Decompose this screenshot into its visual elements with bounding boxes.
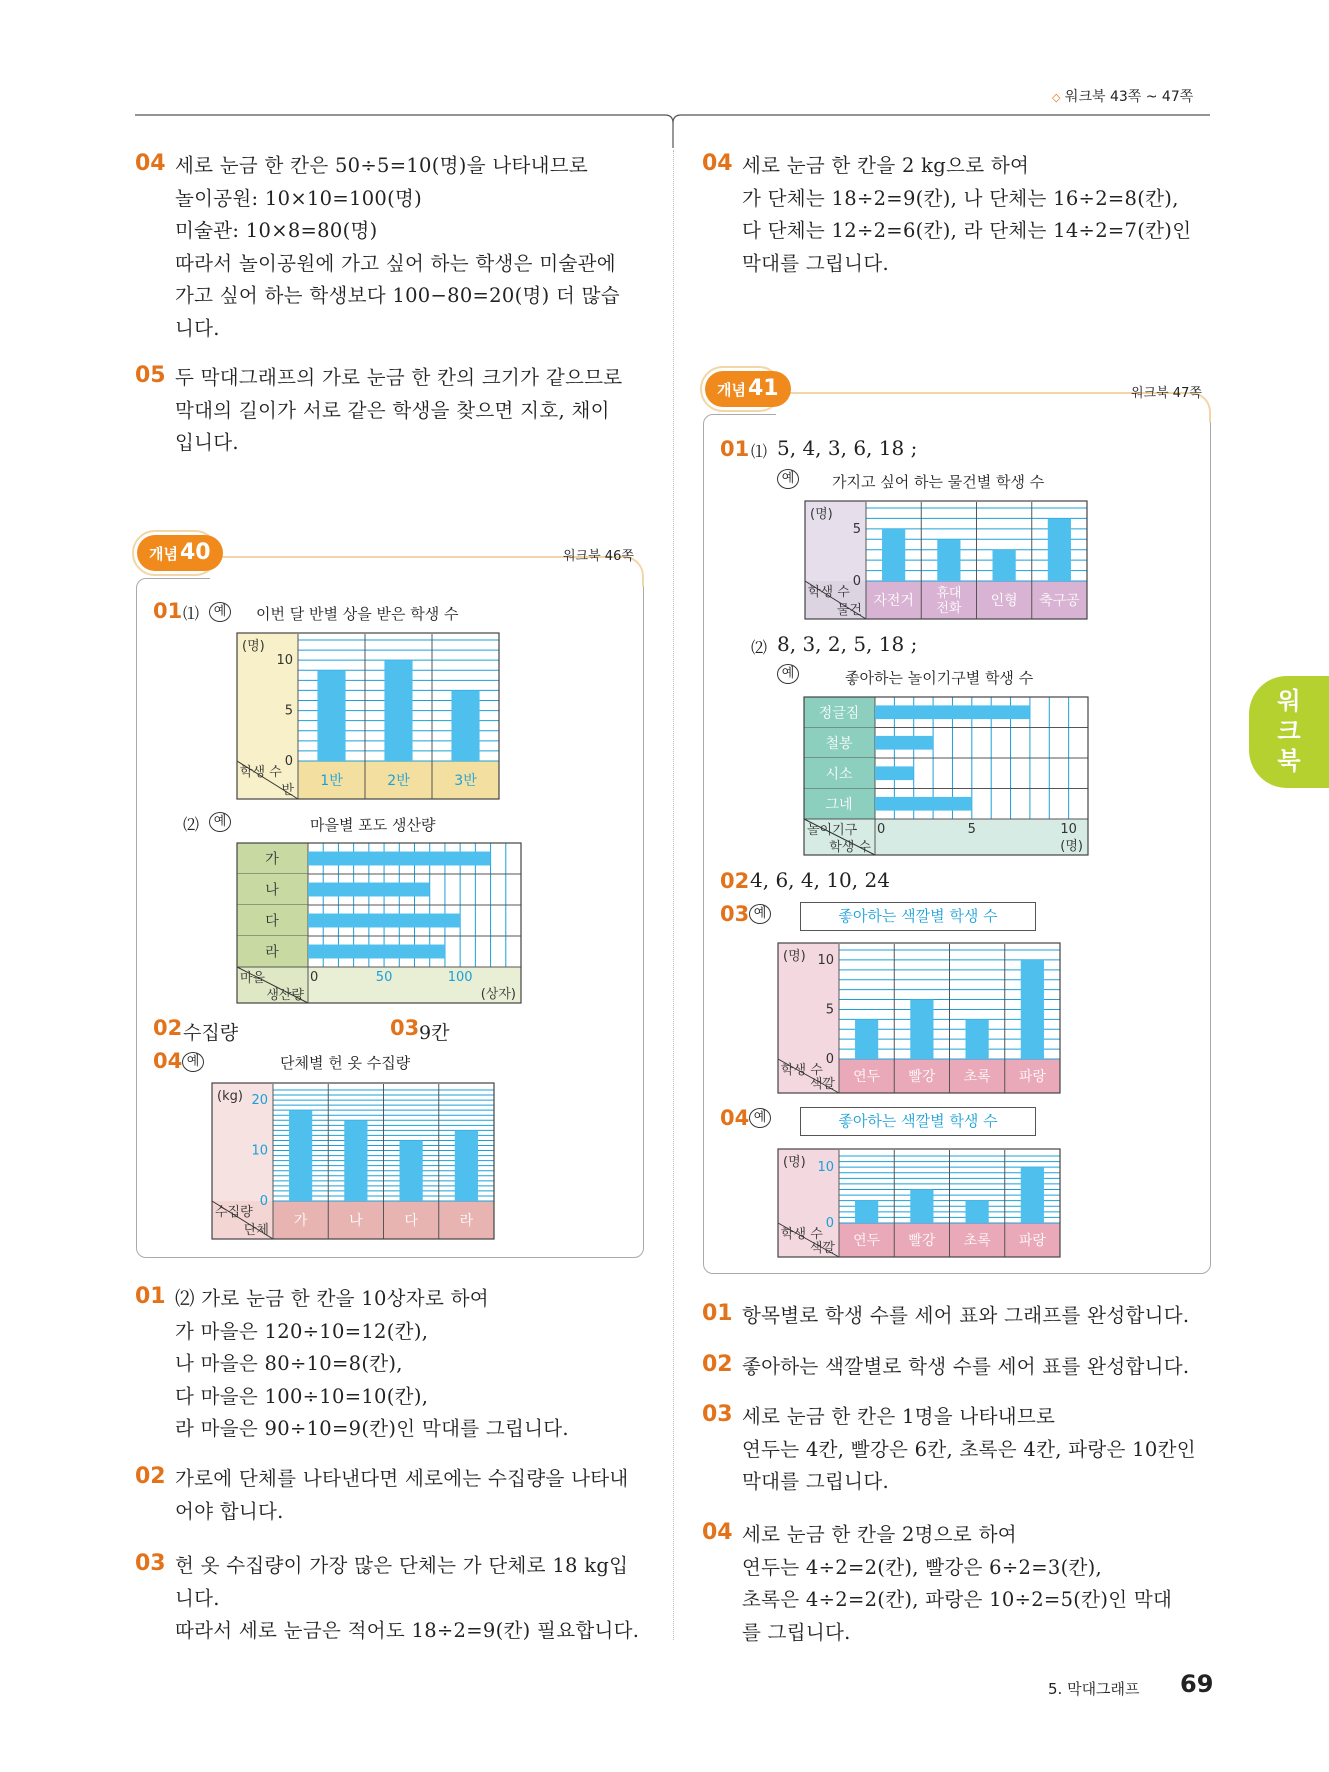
- y-tick-label: 5: [284, 703, 293, 719]
- explanation-lines: [742, 150, 1191, 280]
- bar-1: [882, 529, 905, 581]
- y-tick-label: 0: [259, 1194, 268, 1209]
- corner-bottom-label: 생산량: [266, 988, 304, 1003]
- text-line: 다 단체는 12÷2=6(칸), 라 단체는 14÷2=7(칸)인: [742, 219, 1192, 242]
- answer-01-values: 5, 4, 3, 6, 18 ;: [777, 436, 918, 460]
- text-line: 연두는 4÷2=2(칸), 빨강은 6÷2=3(칸),: [742, 1555, 1103, 1579]
- bar-2: [875, 736, 933, 750]
- text-line: 를 그립니다.: [742, 1620, 851, 1644]
- bar-2: [910, 1000, 933, 1059]
- category-label: 다: [265, 913, 279, 930]
- x-tick-label: 0: [877, 822, 886, 837]
- y-tick-label: 10: [251, 1143, 268, 1159]
- answer-01-sub1: ⑴: [183, 604, 200, 623]
- text-line: 세로 눈금 한 칸은 50÷5=10(명)을 나타내므로: [175, 154, 589, 177]
- answer-01-sub2: ⑵: [183, 815, 200, 834]
- explanation-01-right: 01 항목별로 학생 수를 세어 표와 그래프를 완성합니다.: [702, 1300, 1189, 1333]
- x-tick-label: 10: [1060, 822, 1077, 837]
- category-label: 3반: [454, 773, 477, 789]
- category-label: 2반: [387, 773, 410, 789]
- category-label: 인형: [990, 593, 1018, 609]
- text-line: 따라서 놀이공원에 가고 싶어 하는 학생은 미술관에: [175, 251, 616, 275]
- corner-bottom-label: 색깔: [809, 1077, 835, 1092]
- chart-c7-title: 좋아하는 색깔별 학생 수: [800, 1107, 1036, 1136]
- answer-03-num: 03: [390, 1016, 420, 1040]
- bar-2: [308, 883, 430, 897]
- text-line: 연두는 4칸, 빨강은 6칸, 초록은 4칸, 파랑은 10칸인: [742, 1437, 1196, 1461]
- bar-4: [875, 797, 972, 811]
- diamond-icon: ◇: [1052, 91, 1061, 104]
- y-tick-label: 0: [284, 754, 293, 769]
- chart-c7: [777, 1148, 1061, 1258]
- unit-label: (명): [1060, 839, 1083, 854]
- text-line: 세로 눈금 한 칸은 1명을 나타내므로: [742, 1405, 1056, 1428]
- explanation-04-right-bottom: 04 세로 눈금 한 칸을 2명으로 하여 연두는 4÷2=2(칸), 빨강은 6÷2=3(칸), 초록은 4÷2=2(칸), 파랑은 10÷2=5(칸)인 막대 를 그립니다.: [702, 1519, 1172, 1649]
- text-line: 헌 옷 수집량이 가장 많은 단체는 가 단체로 18 kg입: [175, 1554, 629, 1577]
- chart-c4: [804, 500, 1088, 620]
- bar-3: [966, 1201, 989, 1223]
- chart-c5-title: 좋아하는 놀이기구별 학생 수: [845, 669, 1034, 687]
- category-label: 가: [293, 1213, 308, 1229]
- chart-c3: [211, 1082, 495, 1240]
- explanation-lines: [175, 1463, 629, 1528]
- category-label: 그네: [825, 796, 853, 813]
- bar-2: [344, 1120, 367, 1201]
- category-label: 나: [349, 1213, 363, 1229]
- corner-top-label: 학생 수: [808, 585, 850, 600]
- y-tick-label: 5: [852, 521, 861, 537]
- bar-4: [308, 945, 445, 959]
- text-line: ⑵ 가로 눈금 한 칸을 10상자로 하여: [175, 1287, 489, 1310]
- bar-3: [993, 550, 1016, 581]
- x-tick-label: 50: [375, 970, 393, 985]
- text-line: 막대의 길이가 서로 같은 학생을 찾으면 지호, 채이: [175, 398, 610, 422]
- category-label: 가: [265, 851, 279, 868]
- answer-02-num: 02: [720, 869, 750, 893]
- category-label: 시소: [825, 766, 853, 783]
- footer-chapter: 5. 막대그래프: [1048, 1680, 1140, 1698]
- category-label: 휴대: [936, 586, 962, 601]
- text-line: 나 마을은 80÷10=8(칸),: [175, 1352, 403, 1375]
- text-line: 막대를 그립니다.: [742, 251, 889, 275]
- text-line: 항목별로 학생 수를 세어 표와 그래프를 완성합니다.: [742, 1304, 1190, 1327]
- header-rule: [135, 110, 1215, 150]
- text-line: 놀이공원: 10×10=100(명): [175, 186, 423, 210]
- category-label: 철봉: [825, 735, 853, 752]
- answer-03-text: 9칸: [419, 1022, 450, 1044]
- corner-bottom-label: 단체: [243, 1223, 269, 1238]
- explanation-lines: [175, 362, 622, 460]
- corner-top-label: 마을: [240, 971, 266, 986]
- y-tick-label: 0: [852, 574, 861, 589]
- unit-label: (kg): [217, 1089, 243, 1104]
- y-tick-label: 0: [825, 1052, 834, 1067]
- category-label: 다: [404, 1213, 418, 1229]
- answer-01-num: 01: [153, 599, 183, 623]
- text-line: 두 막대그래프의 가로 눈금 한 칸의 크기가 같으므로: [175, 366, 623, 389]
- text-line: 따라서 세로 눈금은 적어도 18÷2=9(칸) 필요합니다.: [175, 1619, 640, 1642]
- bar-2: [384, 660, 412, 761]
- answer-01-num: 01: [720, 437, 750, 461]
- bar-4: [1021, 960, 1044, 1059]
- answer-03-num: 03: [720, 902, 750, 926]
- column-divider: [673, 150, 674, 1640]
- chart-c4-title: 가지고 싶어 하는 물건별 학생 수: [832, 473, 1045, 491]
- answer-04-num: 04: [153, 1049, 183, 1073]
- text-line: 세로 눈금 한 칸을 2명으로 하여: [742, 1523, 1017, 1546]
- unit-label: (명): [783, 1155, 806, 1170]
- bar-1: [855, 1019, 878, 1059]
- category-label: 연두: [853, 1233, 881, 1249]
- corner-top-label: 학생 수: [781, 1063, 823, 1078]
- unit-label: (상자): [480, 987, 516, 1002]
- category-label: 초록: [963, 1233, 991, 1249]
- text-line: 초록은 4÷2=2(칸), 파랑은 10÷2=5(칸)인 막대: [742, 1588, 1173, 1611]
- side-tab-char: 크: [1277, 717, 1301, 745]
- ye-marker: 예: [777, 664, 799, 684]
- unit-label: (명): [810, 507, 833, 522]
- corner-bottom-label: 물건: [836, 603, 862, 618]
- category-label: 나: [265, 882, 279, 899]
- explanation-02-left: 02 가로에 단체를 나타낸다면 세로에는 수집량을 나타내 어야 합니다.: [135, 1463, 629, 1528]
- x-tick-label: 5: [967, 822, 976, 837]
- text-line: 막대를 그립니다.: [742, 1470, 889, 1493]
- axis-band: [875, 819, 1088, 855]
- corner-bottom-label: 색깔: [809, 1241, 835, 1256]
- chart-c1-title: 이번 달 반별 상을 받은 학생 수: [256, 605, 459, 623]
- y-tick-label: 10: [276, 653, 293, 669]
- text-line: 가 마을은 120÷10=12(칸),: [175, 1319, 429, 1343]
- category-label: 파랑: [1018, 1069, 1046, 1085]
- bar-4: [1021, 1167, 1044, 1223]
- category-label: 라: [459, 1213, 474, 1229]
- text-line: 다 마을은 100÷10=10(칸),: [175, 1384, 429, 1408]
- corner-top-label: 학생 수: [240, 765, 282, 780]
- concept-40-workbook-ref: 워크북 46쪽: [563, 549, 634, 564]
- explanation-lines: [742, 1519, 1172, 1649]
- bar-3: [966, 1019, 989, 1059]
- bar-1: [308, 852, 491, 866]
- category-label: 빨강: [908, 1069, 936, 1085]
- bar-1: [317, 670, 345, 761]
- answer-01-2-values: 8, 3, 2, 5, 18 ;: [777, 632, 918, 656]
- explanation-02-right: 02 좋아하는 색깔별로 학생 수를 세어 표를 완성합니다.: [702, 1351, 1189, 1384]
- bar-3: [308, 914, 460, 928]
- text-line: 세로 눈금 한 칸을 2 kg으로 하여: [742, 154, 1030, 177]
- y-tick-label: 10: [817, 1160, 834, 1176]
- unit-label: (명): [783, 949, 806, 964]
- explanation-lines: [175, 1283, 569, 1446]
- category-label: 자전거: [873, 593, 914, 609]
- bar-4: [1048, 518, 1071, 581]
- ye-marker: 예: [777, 469, 799, 489]
- unit-label: (명): [242, 639, 265, 654]
- y-tick-label: 5: [825, 1002, 834, 1018]
- explanation-lines: [742, 1300, 1189, 1333]
- page-number: 69: [1180, 1670, 1214, 1698]
- explanation-lines: [175, 150, 620, 345]
- text-line: 어야 합니다.: [175, 1499, 284, 1523]
- category-label: 1반: [320, 773, 343, 789]
- corner-top-label: 놀이기구: [807, 823, 858, 838]
- corner-bottom-label: 반: [281, 783, 294, 798]
- text-line: 미술관: 10×8=80(명): [175, 219, 378, 242]
- category-label: 축구공: [1039, 593, 1080, 609]
- explanation-lines: [175, 1550, 639, 1648]
- answer-01-sub1: ⑴: [751, 442, 768, 461]
- category-label: 연두: [853, 1069, 881, 1085]
- answer-04-num: 04: [720, 1106, 750, 1130]
- chart-c6-title: 좋아하는 색깔별 학생 수: [800, 902, 1036, 931]
- category-label: 빨강: [908, 1233, 936, 1249]
- corner-top-label: 수집량: [215, 1205, 253, 1220]
- corner-bottom-label: 학생 수: [829, 840, 871, 855]
- category-label: 초록: [963, 1069, 991, 1085]
- concept-41-workbook-ref: 워크북 47쪽: [1131, 386, 1202, 401]
- answer-02-text: 수집량: [183, 1022, 239, 1044]
- explanation-03-left: 03 헌 옷 수집량이 가장 많은 단체는 가 단체로 18 kg입 니다. 따라서 세로 눈금은 적어도 18÷2=9(칸) 필요합니다.: [135, 1550, 639, 1648]
- category-label: 라: [265, 944, 279, 961]
- ye-marker: 예: [209, 602, 231, 622]
- ye-marker: 예: [749, 1108, 771, 1128]
- chart-c2: [236, 842, 522, 1004]
- x-tick-label: 100: [447, 970, 473, 985]
- bar-1: [855, 1201, 878, 1223]
- text-line: 니다.: [175, 316, 220, 340]
- workbook-side-tab[interactable]: [1249, 676, 1329, 788]
- answer-02-values: 4, 6, 4, 10, 24: [750, 868, 890, 892]
- chart-c5: [803, 696, 1089, 856]
- concept-41-badge: 개념41: [705, 371, 791, 407]
- y-tick-label: 0: [825, 1216, 834, 1231]
- x-tick-label: 0: [310, 970, 319, 985]
- chart-c2-title: 마을별 포도 생산량: [310, 816, 436, 834]
- bar-2: [937, 539, 960, 581]
- text-line: 입니다.: [175, 431, 239, 454]
- text-line: 라 마을은 90÷10=9(칸)인 막대를 그립니다.: [175, 1417, 569, 1440]
- category-label: 정글짐: [818, 705, 860, 722]
- workbook-reference: ◇ 워크북 43쪽 ~ 47쪽: [1052, 89, 1194, 105]
- explanation-lines: [742, 1401, 1196, 1499]
- bar-3: [451, 690, 479, 761]
- y-tick-label: 10: [817, 952, 834, 968]
- bar-4: [455, 1130, 478, 1201]
- chart-c1: [236, 632, 500, 800]
- bar-1: [289, 1110, 312, 1201]
- explanation-04-left: 04 세로 눈금 한 칸은 50÷5=10(명)을 나타내므로 놀이공원: 10×10=100(명) 미술관: 10×8=80(명) 따라서 놀이공원에 가고 싶어 하는 학생은 미술관에 가고 싶어 하는 학생보다 100−80=20(명) 더 많습 니다.: [135, 150, 620, 345]
- bar-2: [910, 1190, 933, 1224]
- category-label: 파랑: [1018, 1233, 1046, 1249]
- ye-marker: 예: [209, 812, 231, 832]
- explanation-lines: [742, 1351, 1189, 1384]
- ye-marker: 예: [182, 1052, 204, 1072]
- bar-3: [875, 766, 914, 780]
- text-line: 가로에 단체를 나타낸다면 세로에는 수집량을 나타내: [175, 1467, 629, 1490]
- y-tick-label: 20: [251, 1093, 268, 1109]
- ye-marker: 예: [749, 904, 771, 924]
- bar-3: [400, 1140, 423, 1201]
- answer-02-num: 02: [153, 1016, 183, 1040]
- corner-top-label: 학생 수: [781, 1227, 823, 1242]
- bar-1: [875, 705, 1030, 719]
- text-line: 가고 싶어 하는 학생보다 100−80=20(명) 더 많습: [175, 284, 620, 307]
- explanation-05-left: 05 두 막대그래프의 가로 눈금 한 칸의 크기가 같으므로 막대의 길이가 서로 같은 학생을 찾으면 지호, 채이 입니다.: [135, 362, 622, 460]
- side-tab-char: 워: [1277, 687, 1301, 715]
- text-line: 가 단체는 18÷2=9(칸), 나 단체는 16÷2=8(칸),: [742, 186, 1179, 210]
- text-line: 좋아하는 색깔별로 학생 수를 세어 표를 완성합니다.: [742, 1355, 1190, 1378]
- concept-40-badge: 개념40: [137, 535, 223, 571]
- chart-c6: [777, 942, 1061, 1094]
- chart-c3-title: 단체별 헌 옷 수집량: [280, 1054, 411, 1072]
- side-tab-char: 북: [1277, 747, 1301, 775]
- explanation-04-right: 04 세로 눈금 한 칸을 2 kg으로 하여 가 단체는 18÷2=9(칸), 나 단체는 16÷2=8(칸), 다 단체는 12÷2=6(칸), 라 단체는 14÷2=7(칸)인 막대를 그립니다.: [702, 150, 1191, 280]
- explanation-01-left: 01 ⑵ 가로 눈금 한 칸을 10상자로 하여 가 마을은 120÷10=12(칸), 나 마을은 80÷10=8(칸), 다 마을은 100÷10=10(칸), 라 마을은 90÷10=9(칸)인 막대를 그립니다.: [135, 1283, 569, 1446]
- explanation-03-right: 03 세로 눈금 한 칸은 1명을 나타내므로 연두는 4칸, 빨강은 6칸, 초록은 4칸, 파랑은 10칸인 막대를 그립니다.: [702, 1401, 1196, 1499]
- text-line: 니다.: [175, 1586, 220, 1610]
- answer-01-sub2: ⑵: [751, 638, 768, 657]
- category-label: 전화: [936, 601, 962, 616]
